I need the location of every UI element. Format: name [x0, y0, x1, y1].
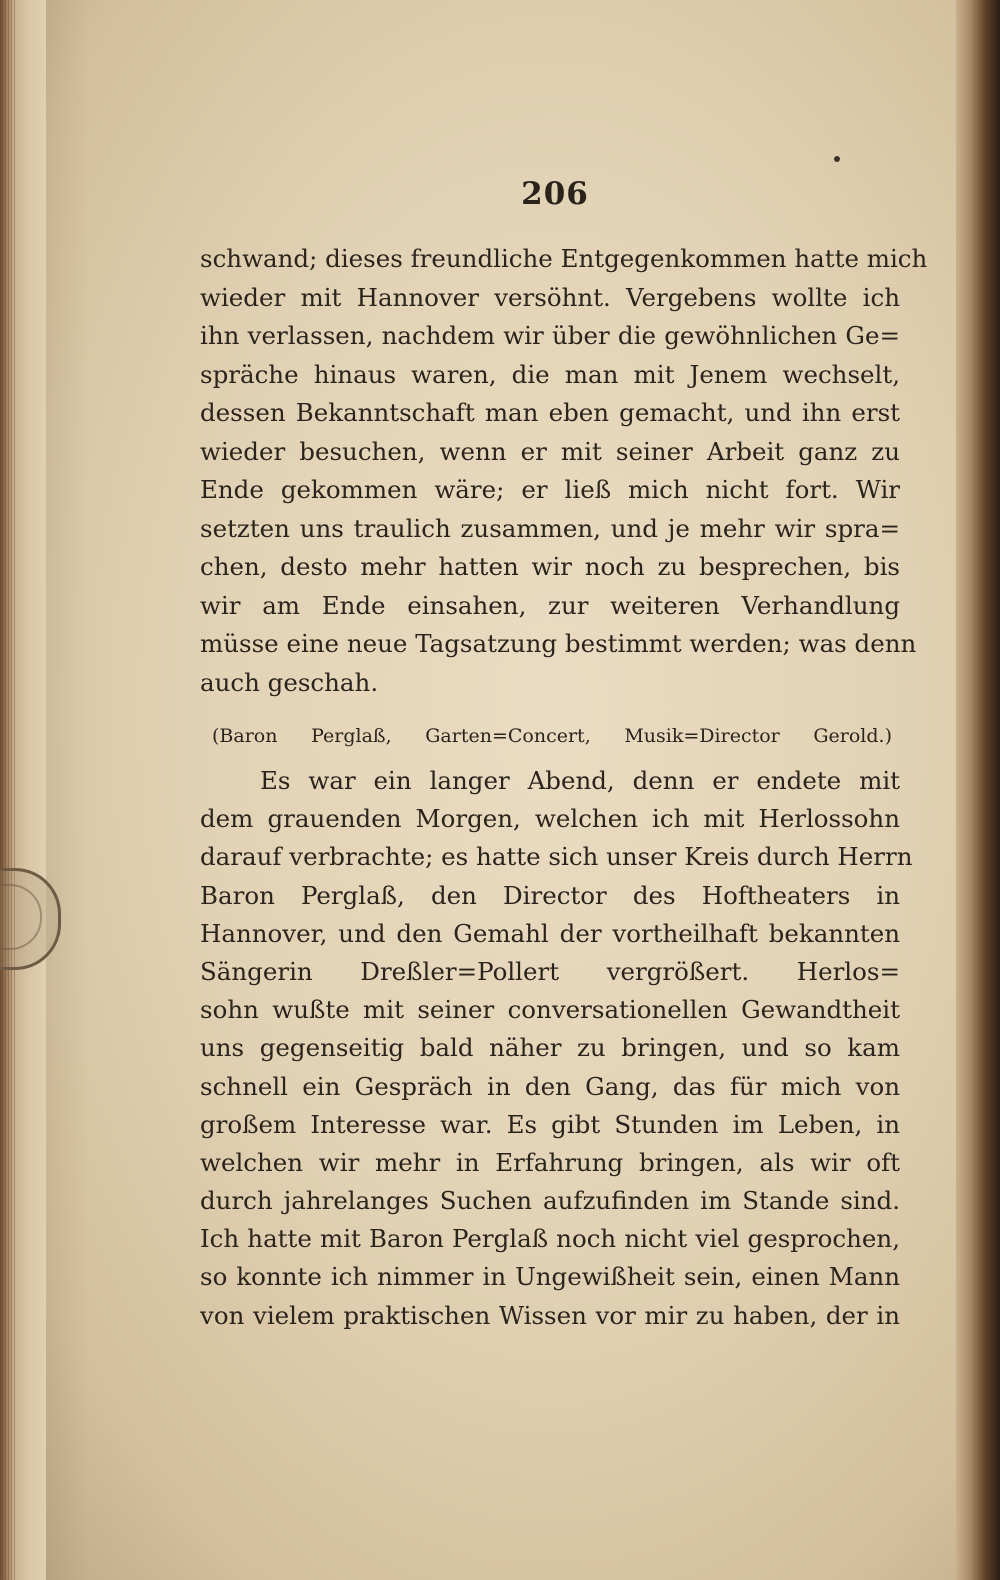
section-heading: (Baron Perglaß, Garten=Concert, Musik=Director Gerold.) — [212, 725, 892, 747]
text-line: Ende gekommen wäre; er ließ mich nicht fort. Wir — [200, 475, 900, 504]
text-line: Baron Perglaß, den Director des Hoftheaters in — [200, 880, 900, 910]
paragraph-1 — [200, 240, 928, 702]
text-line: durch jahrelanges Suchen aufzufinden im Stande sind. — [200, 1186, 900, 1216]
text-line: wieder besuchen, wenn er mit seiner Arbeit ganz zu — [200, 436, 900, 466]
text-line: sohn wußte mit seiner conversationellen Gewandtheit — [200, 995, 900, 1025]
text-line: auch geschah. — [200, 667, 379, 697]
text-line: schnell ein Gespräch in den Gang, das für mich von — [200, 1071, 900, 1101]
page-stack-left-edge — [0, 0, 46, 1580]
page-right-edge — [956, 0, 1000, 1580]
text-line: von vielem praktischen Wissen vor mir zu haben, der in — [200, 1300, 900, 1330]
text-line: großem Interesse war. Es gibt Stunden im Leben, in — [200, 1109, 900, 1139]
text-line: uns gegenseitig bald näher zu bringen, und so kam — [200, 1033, 900, 1063]
text-line: ihn verlassen, nachdem wir über die gewöhnlichen Ge= — [200, 321, 900, 350]
page-number: 206 — [521, 176, 589, 212]
text-line: Hannover, und den Gemahl der vortheilhaft bekannten — [200, 918, 900, 948]
text-line: so konnte ich nimmer in Ungewißheit sein, einen Mann — [200, 1262, 900, 1292]
ink-spot — [834, 156, 840, 162]
text-line: dessen Bekanntschaft man eben gemacht, und ihn erst — [200, 398, 900, 427]
text-line: Sängerin Dreßler=Pollert vergrößert. Herlos= — [200, 956, 900, 986]
paragraph-2 — [200, 762, 913, 1335]
text-line: welchen wir mehr in Erfahrung bringen, als wir oft — [200, 1147, 900, 1177]
text-line: müsse eine neue Tagsatzung bestimmt werden; was denn — [200, 629, 917, 658]
text-line: wieder mit Hannover versöhnt. Vergebens wollte ich — [200, 282, 900, 312]
text-line: darauf verbrachte; es hatte sich unser Kreis durch Herrn — [200, 842, 913, 872]
text-line: wir am Ende einsahen, zur weiteren Verhandlung — [200, 590, 900, 620]
page-edge-lines — [2, 0, 16, 1580]
text-line: chen, desto mehr hatten wir noch zu besprechen, bis — [200, 552, 900, 581]
text-line: spräche hinaus waren, die man mit Jenem wechselt, — [200, 359, 900, 389]
text-line: setzten uns traulich zusammen, und je mehr wir spra= — [200, 513, 900, 543]
text-line: dem grauenden Morgen, welchen ich mit Herlossohn — [200, 804, 900, 834]
text-line: Es war ein langer Abend, denn er endete mit — [260, 766, 900, 795]
text-line: Ich hatte mit Baron Perglaß noch nicht viel gesprochen, — [200, 1224, 900, 1254]
text-line: schwand; dieses freundliche Entgegenkommen hatte mich — [200, 244, 928, 273]
